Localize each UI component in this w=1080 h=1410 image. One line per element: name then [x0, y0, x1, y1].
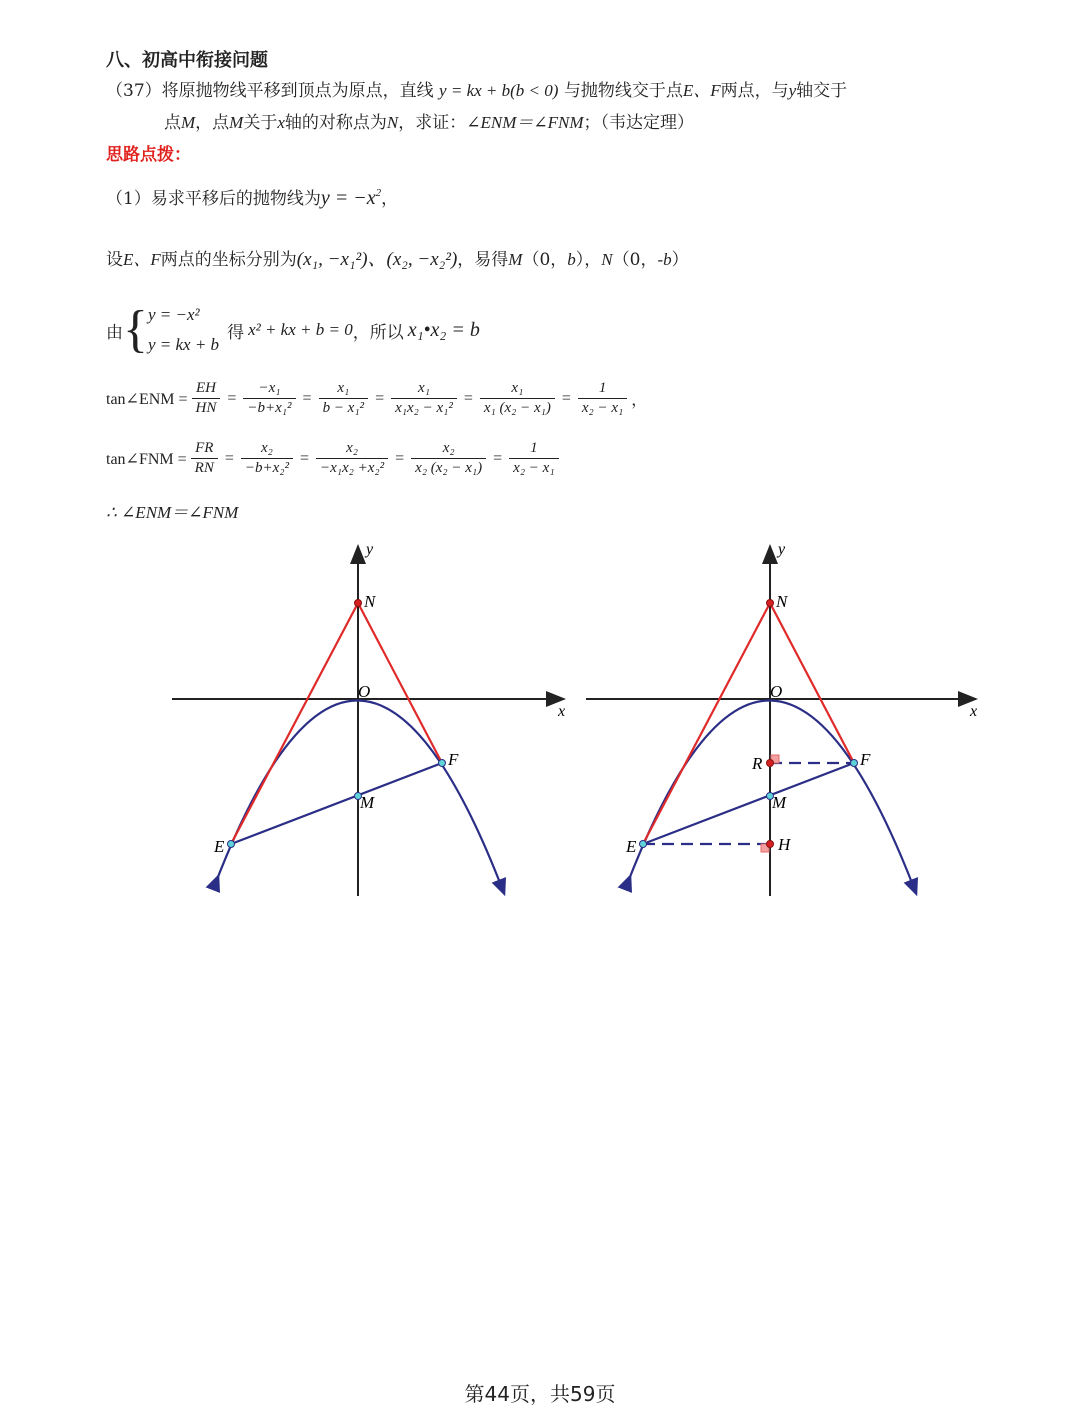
- hint-title: 思路点拨：: [106, 145, 191, 165]
- problem-line-2: 点M，点M关于x轴的对称点为N，求证：∠ENM＝∠FNM；（韦达定理）: [164, 113, 694, 133]
- label-E: E: [626, 837, 637, 856]
- line-EF: [231, 763, 442, 844]
- problem-number: （37）: [106, 81, 162, 101]
- point-N: [355, 600, 362, 607]
- coords-expression: (x₁, −x₁²)、(x₂, −x₂²): [296, 249, 458, 270]
- line-EF: [643, 763, 854, 844]
- label-H: H: [778, 835, 791, 854]
- label-x: x: [558, 703, 566, 720]
- section-title: 八、初高中衔接问题: [106, 50, 268, 71]
- label-M: M: [772, 793, 787, 812]
- figure-left: [160, 536, 580, 906]
- tan-fnm-equation: tan∠FNM = $\frac{FR}{RN}$ = $\frac{\text{x₂}}{\text{−b+x₂²}}$ = $\frac{\text{x₂}}{\text{−x₁x₂ +x₂²}}$ = $\frac{\text{x₂}}{\text{x₂ (x₂ − x₁)}}$ = $\frac{1}{\text{x₂ − x₁}}$: [106, 440, 563, 477]
- label-F: F: [448, 750, 459, 769]
- label-M: M: [360, 793, 375, 812]
- segment-NE: [231, 603, 358, 844]
- label-R: R: [752, 754, 763, 773]
- problem-line-1: （37）将原抛物线平移到顶点为原点，直线 y = kx + b(b < 0) 与抛物线交于点E、F两点，与y轴交于: [106, 81, 848, 101]
- label-N: N: [364, 592, 376, 611]
- point-F: [439, 760, 446, 767]
- line-equation: y = kx + b(b < 0): [439, 81, 559, 100]
- label-N: N: [776, 592, 788, 611]
- label-x: x: [970, 703, 978, 720]
- point-N: [767, 600, 774, 607]
- tan-enm-equation: tan∠ENM = $\frac{EH}{HN}$ = $\frac{\text{−x₁}}{\text{−b+x₁²}}$ = $\frac{\text{x₁}}{\text{b − x₁²}}$ = $\frac{\text{x₁}}{\text{x₁x₂ − x₁²}}$ = $\frac{\text{x₁}}{\text{x₁ (x₂ − x₁)}}$ = $\frac{1}{\text{x₂ − x₁}}$ ，: [106, 380, 648, 416]
- vieta-product: x₁•x₂ = b: [407, 318, 480, 341]
- label-F: F: [860, 750, 871, 769]
- label-y: y: [778, 541, 786, 558]
- conclusion: ∴ ∠ENM＝∠FNM: [106, 503, 239, 522]
- segment-NF: [358, 603, 442, 763]
- left-brace: {: [123, 301, 148, 358]
- segment-NF: [770, 603, 854, 763]
- step-3: 由 { y = −x² y = kx + b 得 x² + kx + b = 0 ，所以 x₁•x₂ = b: [106, 301, 480, 358]
- equation-system: y = −x² y = kx + b: [147, 305, 220, 354]
- label-y: y: [366, 541, 374, 558]
- label-E: E: [214, 837, 225, 856]
- page-footer: 第44页，共59页: [464, 1382, 616, 1406]
- point-H: [767, 841, 774, 848]
- label-O: O: [770, 682, 783, 701]
- point-R: [767, 760, 774, 767]
- point-F: [851, 760, 858, 767]
- figure-right: [572, 536, 992, 906]
- step-2: 设E、F两点的坐标分别为(x₁, −x₁²)、(x₂, −x₂²)，易得M（0，b），N（0，-b）: [106, 249, 689, 270]
- segment-NE: [643, 603, 770, 844]
- step-1: （1）易求平移后的抛物线为$y = -x^2$，: [106, 187, 399, 209]
- point-E: [640, 841, 647, 848]
- point-E: [228, 841, 235, 848]
- label-O: O: [358, 682, 371, 701]
